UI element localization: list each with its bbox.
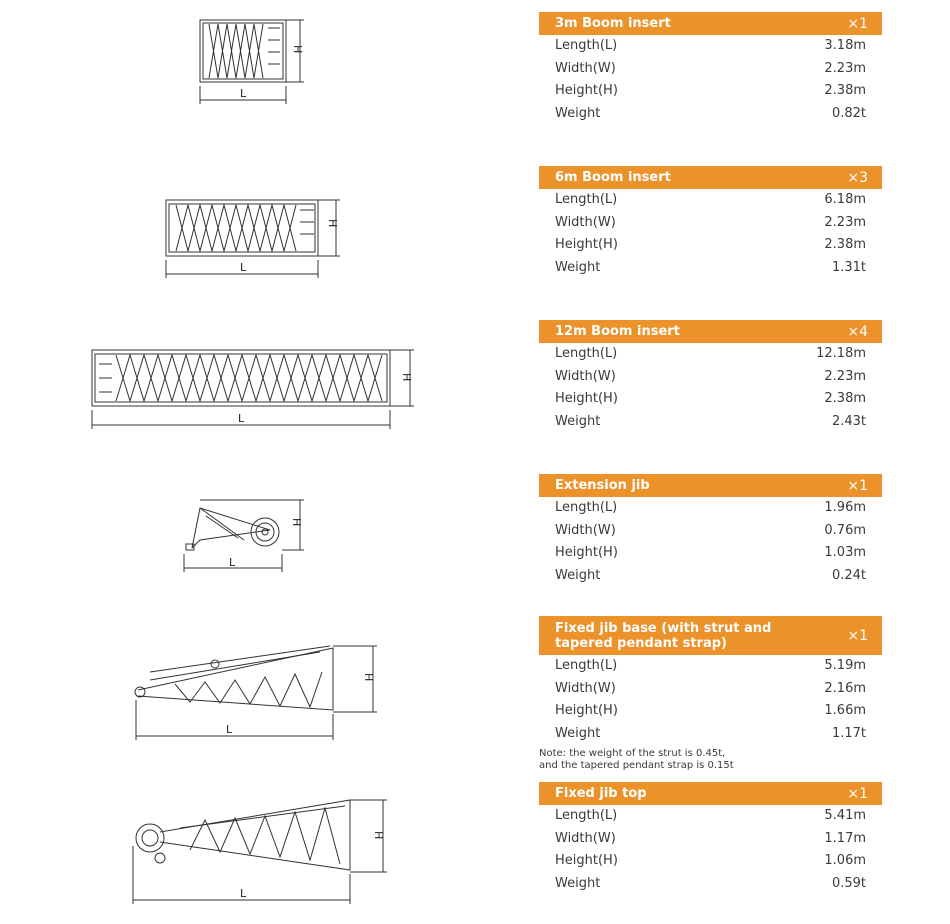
spec-row: Length(L) 5.41m xyxy=(555,808,866,823)
spec-row: Weight 2.43t xyxy=(555,413,866,429)
6m-insert-drawing xyxy=(166,200,340,278)
spec-row: Height(H) 1.66m xyxy=(555,703,866,718)
dim-label-l: L xyxy=(226,723,233,736)
spec-header xyxy=(539,12,882,35)
extension-jib-drawing xyxy=(184,500,304,572)
spec-3m-boom-insert xyxy=(539,12,882,125)
spec-header xyxy=(539,616,882,655)
spec-fixed-jib-base xyxy=(539,616,882,745)
spec-row: Weight 0.24t xyxy=(555,567,866,583)
spec-row: Width(W) 2.23m xyxy=(555,214,866,230)
fixed-jib-base-drawing xyxy=(135,646,377,740)
spec-title: 6m Boom insert xyxy=(555,170,671,185)
spec-header xyxy=(539,320,882,343)
spec-extension-jib xyxy=(539,474,882,587)
spec-quantity: ×4 xyxy=(847,323,868,340)
dim-label-h: H xyxy=(326,219,339,228)
spec-12m-boom-insert xyxy=(539,320,882,433)
spec-row: Height(H) 2.38m xyxy=(555,237,866,252)
spec-row: Height(H) 1.03m xyxy=(555,545,866,560)
spec-row: Width(W) 2.23m xyxy=(555,60,866,76)
spec-row: Height(H) 2.38m xyxy=(555,391,866,406)
spec-quantity: ×3 xyxy=(847,169,868,186)
spec-row: Weight 0.82t xyxy=(555,105,866,121)
spec-row: Length(L) 5.19m xyxy=(555,658,866,673)
spec-row: Width(W) 2.23m xyxy=(555,368,866,384)
spec-title: 3m Boom insert xyxy=(555,16,671,31)
spec-row: Width(W) 0.76m xyxy=(555,522,866,538)
dim-label-l: L xyxy=(240,87,247,100)
dim-label-l: L xyxy=(238,412,245,425)
spec-quantity: ×1 xyxy=(847,627,868,644)
spec-row: Weight 0.59t xyxy=(555,875,866,891)
dim-label-h: H xyxy=(372,831,385,840)
spec-row: Length(L) 3.18m xyxy=(555,38,866,53)
dim-label-l: L xyxy=(240,887,247,900)
spec-header xyxy=(539,166,882,189)
spec-6m-boom-insert xyxy=(539,166,882,279)
spec-title: Extension jib xyxy=(555,478,650,493)
dim-label-h: H xyxy=(290,518,303,527)
spec-quantity: ×1 xyxy=(847,477,868,494)
spec-header xyxy=(539,474,882,497)
spec-quantity: ×1 xyxy=(847,785,868,802)
dim-label-l: L xyxy=(229,556,236,569)
spec-row: Width(W) 2.16m xyxy=(555,680,866,696)
spec-title: Fixed jib top xyxy=(555,786,647,801)
3m-insert-drawing xyxy=(200,20,304,104)
dim-label-h: H xyxy=(362,673,375,682)
spec-row: Height(H) 1.06m xyxy=(555,853,866,868)
dim-label-l: L xyxy=(240,261,247,274)
12m-insert-drawing xyxy=(92,350,414,429)
spec-row: Length(L) 6.18m xyxy=(555,192,866,207)
spec-row: Width(W) 1.17m xyxy=(555,830,866,846)
spec-row: Length(L) 1.96m xyxy=(555,500,866,515)
spec-row: Weight 1.31t xyxy=(555,259,866,275)
spec-row: Length(L) 12.18m xyxy=(555,346,866,361)
spec-title: Fixed jib base (with strut and tapered pendant strap) xyxy=(555,620,772,651)
spec-row: Weight 1.17t xyxy=(555,725,866,741)
spec-header xyxy=(539,782,882,805)
spec-row: Height(H) 2.38m xyxy=(555,83,866,98)
spec-quantity: ×1 xyxy=(847,15,868,32)
spec-title: 12m Boom insert xyxy=(555,324,680,339)
spec-fixed-jib-top xyxy=(539,782,882,895)
fixed-jib-top-drawing xyxy=(133,800,387,904)
dim-label-h: H xyxy=(400,373,413,382)
dim-label-h: H xyxy=(291,45,304,54)
weight-note: Note: the weight of the strut is 0.45t, and the tapered pendant strap is 0.15t xyxy=(539,748,734,771)
